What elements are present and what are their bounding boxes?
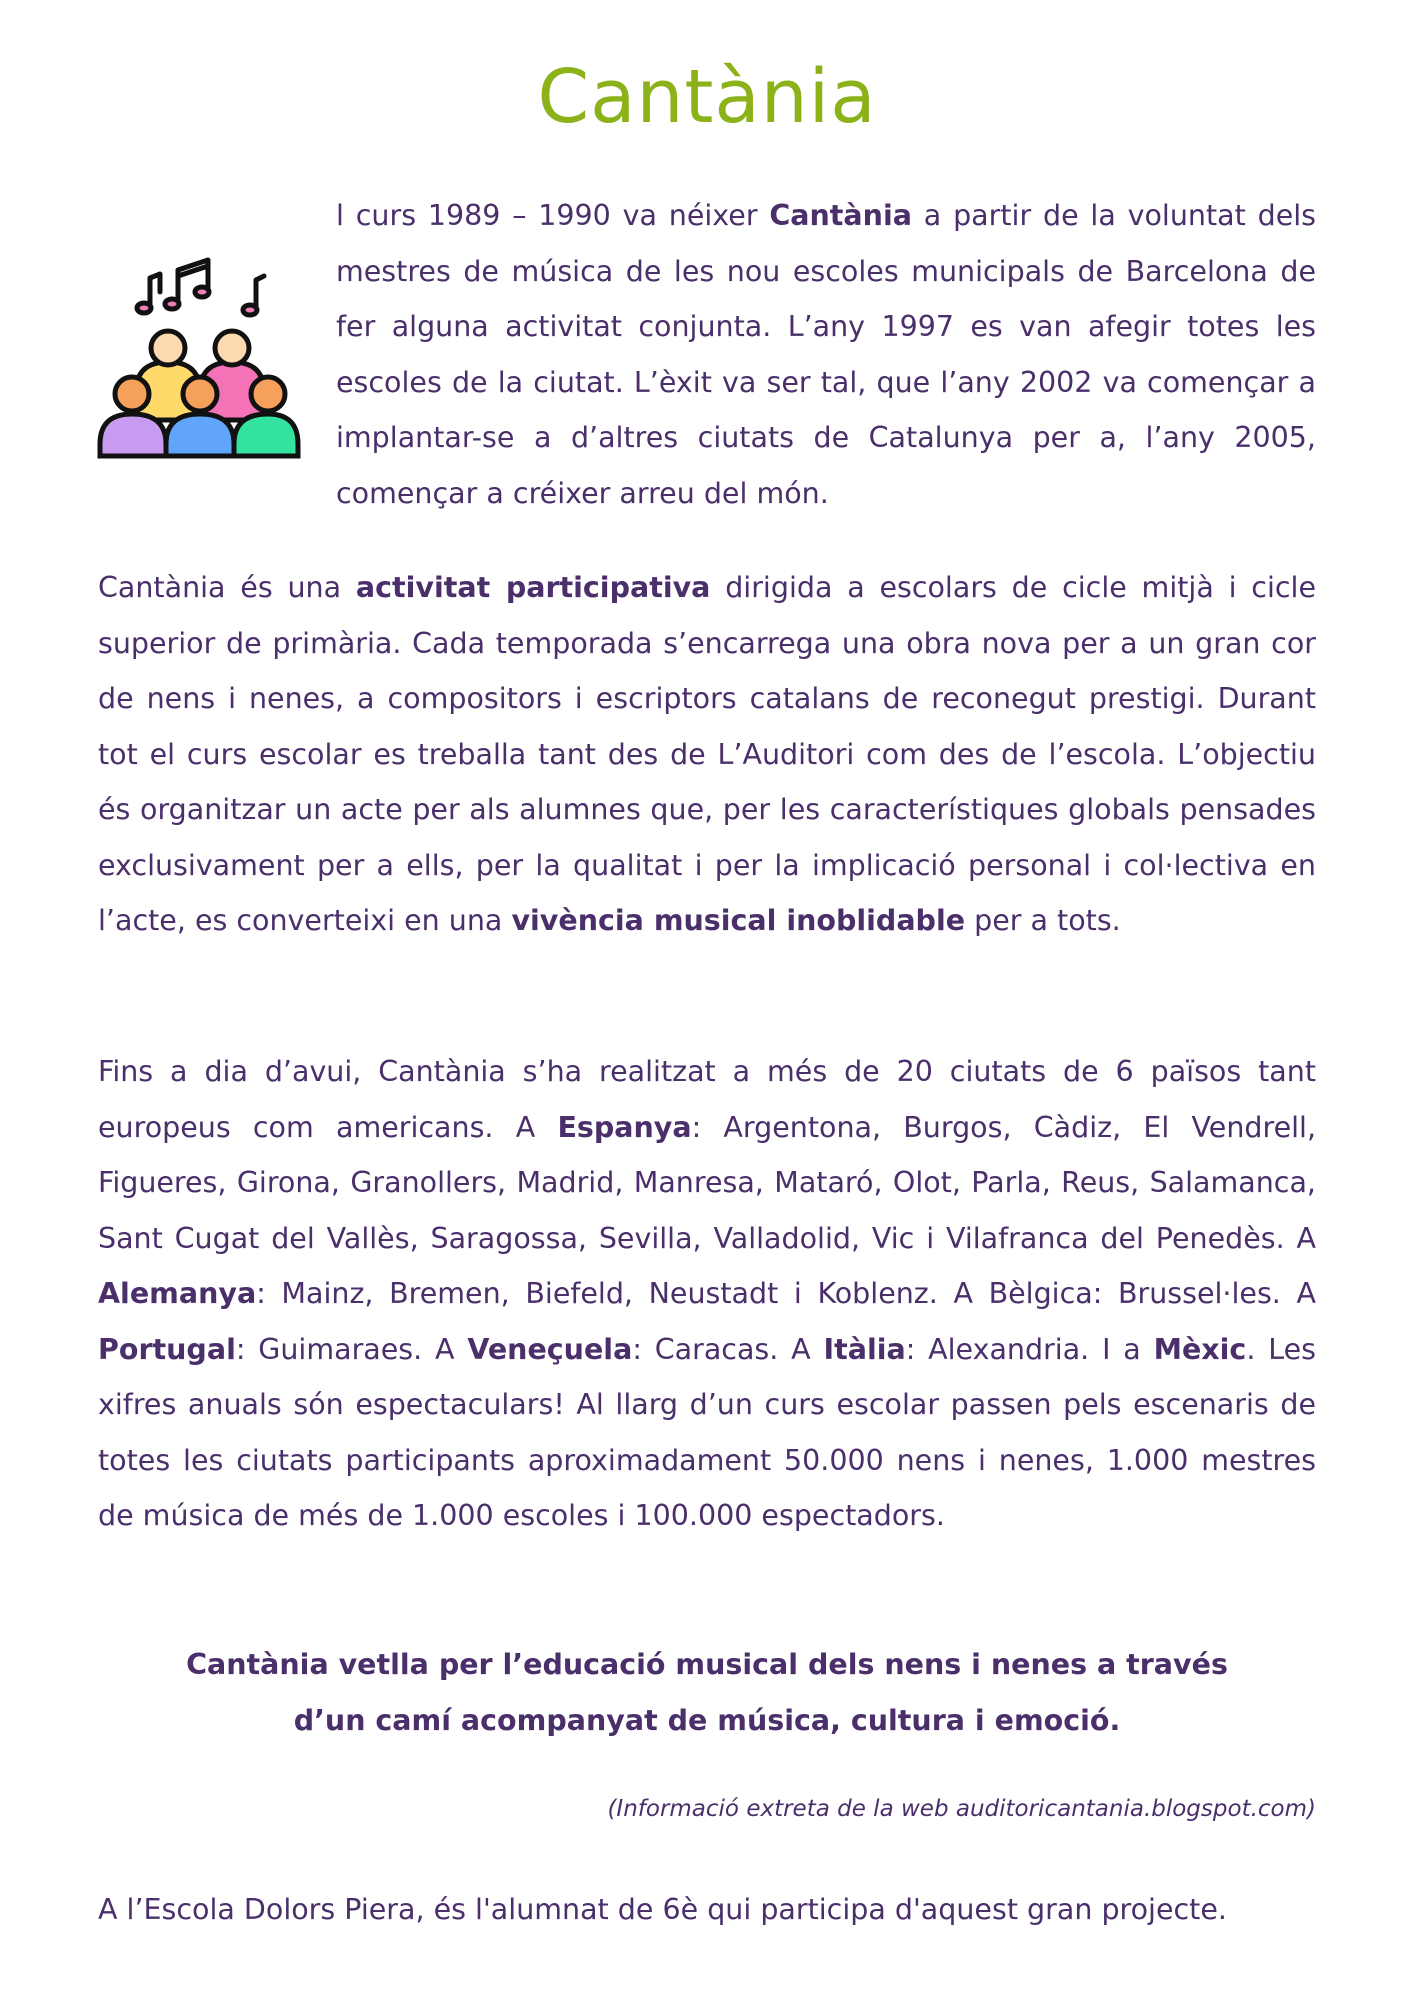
highlight-quote: Cantània vetlla per l’educació musical dels nens i nenes a través d’un camí acompanyat de música, cultura i emoció.	[186, 1648, 1228, 1737]
intro-paragraph: l curs 1989 – 1990 va néixer Cantània a partir de la voluntat dels mestres de música de les nou escoles municipals de Barcelona de fer alguna activitat conjunta. L’any 1997 es van afegir totes les escoles de la ciutat. L’èxit va ser tal, que l’any 2002 va començar a implantar-se a d’altres ciutats de Catalunya per a, l’any 2005, començar a créixer arreu del món.	[336, 199, 1317, 510]
cities-paragraph: Fins a dia d’avui, Cantània s’ha realitzat a més de 20 ciutats de 6 països tant europeus com americans. A Espanya: Argentona, Burgos, Càdiz, El Vendrell, Figueres, Girona, Granollers, Madrid, Manresa, Mataró, Olot, Parla, Reus, Salamanca, Sant Cugat del Vallès, Saragossa, Sevilla, Valladolid, Vic i Vilafranca del Penedès. A Alemanya: Mainz, Bremen, Biefeld, Neustadt i Koblenz. A Bèlgica: Brussel·les. A Portugal: Guimaraes. A Veneçuela: Caracas. A Itàlia: Alexandria. I a Mèxic. Les xifres anuals són espectaculars! Al llarg d’un curs escolar passen pels escenaris de totes les ciutats participants aproximadament 50.000 nens i nenes, 1.000 mestres de música de més de 1.000 escoles i 100.000 espectadors.	[98, 1055, 1317, 1532]
page-title: Cantània	[537, 54, 877, 140]
choir-singing-icon	[96, 252, 302, 460]
source-note: (Informació extreta de la web auditoricantania.blogspot.com)	[607, 1796, 1316, 1822]
closing-sentence: A l’Escola Dolors Piera, és l'alumnat de 6è qui participa d'aquest gran projecte.	[98, 1893, 1227, 1926]
description-paragraph: Cantània és una activitat participativa dirigida a escolars de cicle mitjà i cicle superior de primària. Cada temporada s’encarrega una obra nova per a un gran cor de nens i nenes, a compositors i escriptors catalans de reconegut prestigi. Durant tot el curs escolar es treballa tant des de L’Auditori com des de l’escola. L’objectiu és organitzar un acte per als alumnes que, per les característiques globals pensades exclusivament per a ells, per la qualitat i per la implicació personal i col·lectiva en l’acte, es converteixi en una vivència musical inoblidable per a tots.	[98, 571, 1316, 937]
